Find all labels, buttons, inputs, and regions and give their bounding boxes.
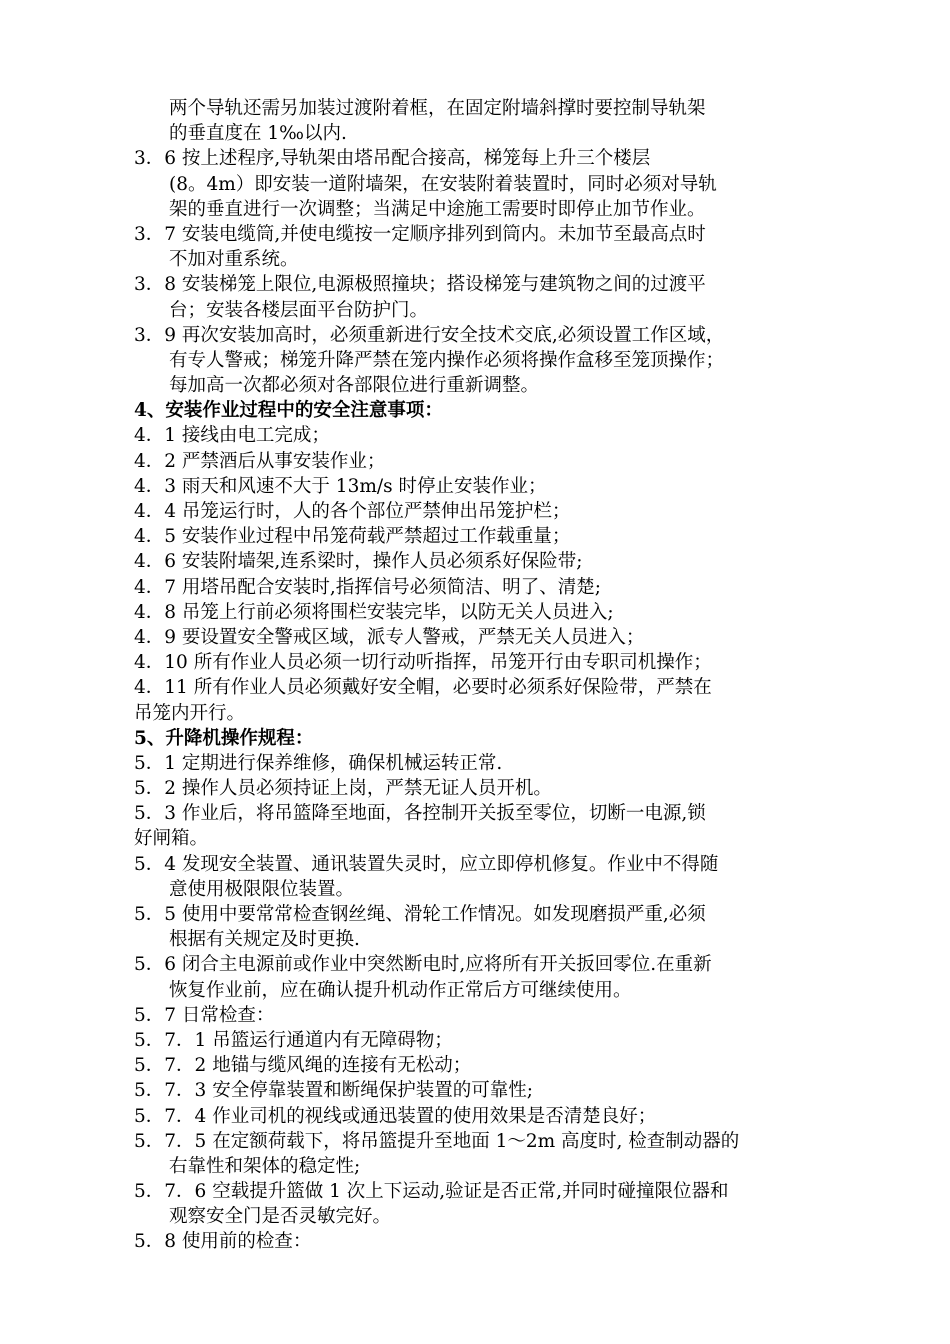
text-line: 4．4 吊笼运行时，人的各个部位严禁伸出吊笼护栏； (134, 501, 571, 522)
text-line: 5．7．1 吊篮运行通道内有无障碍物； (134, 1029, 453, 1051)
text-line: 5．8 使用前的检查： (134, 1231, 312, 1253)
text-line: 观察安全门是否灵敏完好。 (169, 1206, 392, 1228)
text-line: 3．9 再次安装加高时，必须重新进行安全技术交底,必须设置工作区域， (134, 324, 725, 346)
text-line: 4．1 接线由电工完成； (134, 425, 330, 447)
text-line: 5．2 操作人员必须持证上岗，严禁无证人员开机。 (134, 778, 552, 800)
text-line: 4．10 所有作业人员必须一切行动听指挥，吊笼开行由专职司机操作； (134, 652, 712, 674)
text-line: 5．5 使用中要常常检查钢丝绳、滑轮工作情况。如发现磨损严重,必须 (134, 904, 706, 925)
text-line: 5．3 作业后，将吊篮降至地面，各控制开关扳至零位，切断一电源,锁 (134, 803, 706, 825)
text-line: 吊笼内开行。 (134, 702, 246, 724)
text-line: 5．4 发现安全装置、通讯装置失灵时，应立即停机修复。作业中不得随 (134, 853, 719, 875)
text-line: 5．7．6 空载提升篮做 1 次上下运动,验证是否正常,并同时碰撞限位器和 (134, 1181, 729, 1203)
text-line: 5．6 闭合主电源前或作业中突然断电时,应将所有开关扳回零位.在重新 (134, 954, 712, 976)
text-line: 恢复作业前，应在确认提升机动作正常后方可继续使用。 (169, 979, 632, 1001)
text-line: 台；安装各楼层面平台防护门。 (169, 299, 429, 321)
text-line: 5．7 日常检查： (134, 1004, 275, 1026)
text-line: 意使用极限限位装置。 (169, 878, 355, 900)
text-line: 架的垂直进行一次调整；当满足中途施工需要时即停止加节作业。 (169, 198, 706, 220)
text-line: 4．2 严禁酒后从事安装作业； (134, 450, 386, 472)
section-heading: 4、安装作业过程中的安全注意事项： (134, 400, 443, 422)
text-line: 4．11 所有作业人员必须戴好安全帽，必要时必须系好保险带，严禁在 (134, 677, 712, 699)
text-line: 4．6 安装附墙架,连系梁时，操作人员必须系好保险带; (134, 551, 583, 573)
text-line: 不加对重系统。 (169, 249, 299, 271)
text-line: 5．1 定期进行保养维修，确保机械运转正常. (134, 752, 503, 774)
text-line: 5．7．5 在定额荷载下，将吊篮提升至地面 1～2m 高度时, 检查制动器的 (134, 1130, 740, 1152)
text-line: 4．9 要设置安全警戒区域，派专人警戒，严禁无关人员进入； (134, 626, 645, 648)
section-heading: 5、升降机操作规程： (134, 727, 314, 749)
text-line: 5．7．4 作业司机的视线或通迅装置的使用效果是否清楚良好； (134, 1105, 657, 1127)
text-line: 有专人警戒；梯笼升降严禁在笼内操作必须将操作盒移至笼顶操作； (169, 349, 725, 371)
text-line: 4．7 用塔吊配合安装时,指挥信号必须简洁、明了、清楚; (134, 576, 602, 598)
text-line: 3．6 按上述程序,导轨架由塔吊配合接高，梯笼每上升三个楼层 (134, 148, 651, 170)
text-line: 5．7．3 安全停靠装置和断绳保护装置的可靠性; (134, 1080, 533, 1102)
text-line: 5．7．2 地锚与缆风绳的连接有无松动； (134, 1055, 472, 1077)
text-line: 好闸箱。 (134, 828, 209, 850)
text-line: 右靠性和架体的稳定性; (169, 1155, 361, 1177)
text-line: 的垂直度在 1‰以内. (169, 123, 347, 145)
text-line: 3．7 安装电缆筒,并使电缆按一定顺序排列到筒内。未加节至最高点时 (134, 223, 706, 245)
text-line: 根据有关规定及时更换. (169, 929, 360, 951)
text-line: 4．3 雨天和风速不大于 13m/s 时停止安装作业； (134, 475, 547, 497)
text-line: 两个导轨还需另加装过渡附着框，在固定附墙斜撑时要控制导轨架 (169, 98, 706, 119)
text-line: 3．8 安装梯笼上限位,电源极照撞块；搭设梯笼与建筑物之间的过渡平 (134, 274, 706, 296)
text-line: 每加高一次都必须对各部限位进行重新调整。 (169, 375, 540, 397)
text-line: 4．5 安装作业过程中吊笼荷载严禁超过工作载重量； (134, 526, 571, 548)
document-body (134, 96, 854, 1255)
text-line: (8。4m）即安装一道附墙架，在安装附着装置时，同时必须对导轨 (169, 173, 717, 195)
text-line: 4．8 吊笼上行前必须将围栏安装完毕，以防无关人员进入; (134, 601, 614, 623)
